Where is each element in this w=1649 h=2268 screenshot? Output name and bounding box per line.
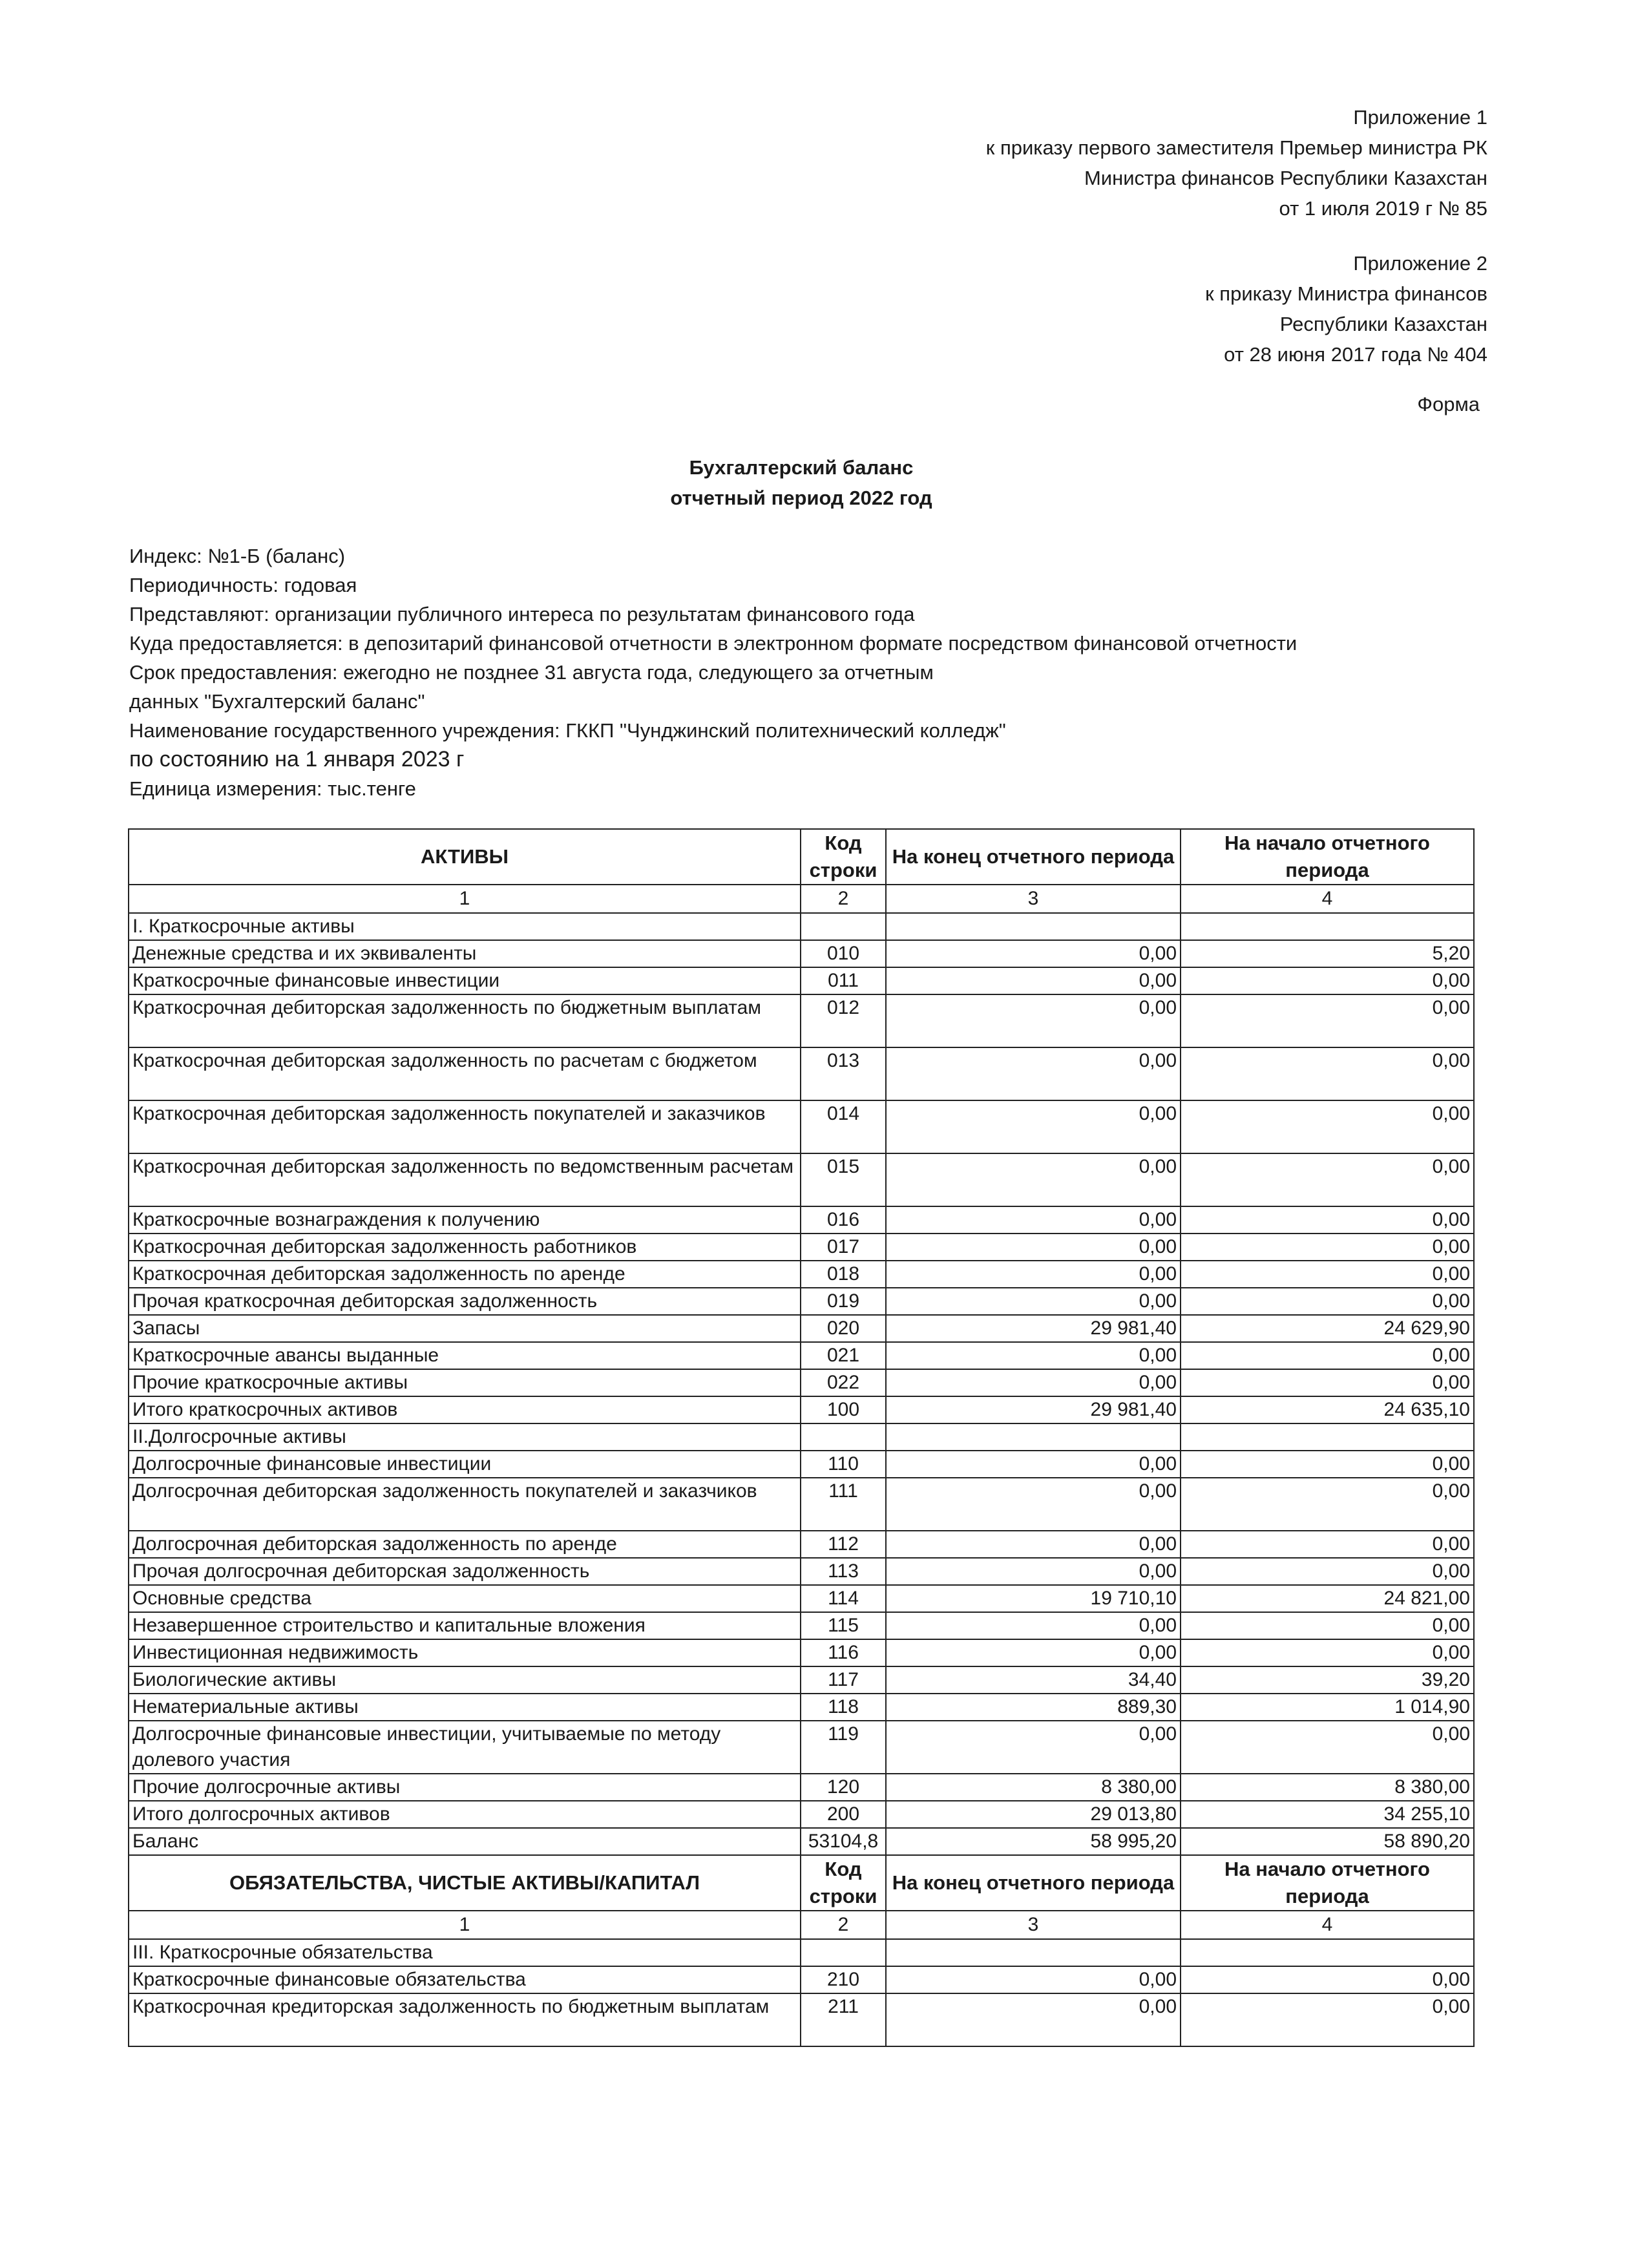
row-end-value: 0,00 bbox=[886, 1047, 1181, 1100]
row-end-value: 0,00 bbox=[886, 1369, 1181, 1396]
row-label: Долгосрочные финансовые инвестиции bbox=[129, 1451, 801, 1478]
row-start-value: 0,00 bbox=[1181, 994, 1474, 1047]
meta-institution: Наименование государственного учреждения: ГККП "Чунджинский политехнический колледж" bbox=[129, 719, 1006, 742]
row-label: Краткосрочная дебиторская задолженность покупателей и заказчиков bbox=[129, 1100, 801, 1153]
row-code: 100 bbox=[801, 1396, 886, 1423]
row-end-value: 34,40 bbox=[886, 1666, 1181, 1694]
table-row bbox=[129, 1206, 1474, 1234]
row-label: Запасы bbox=[129, 1315, 801, 1342]
row-label: Краткосрочные финансовые инвестиции bbox=[129, 967, 801, 994]
row-end-value: 29 981,40 bbox=[886, 1315, 1181, 1342]
table-row bbox=[129, 1639, 1474, 1666]
row-code: 020 bbox=[801, 1315, 886, 1342]
row-start-value: 5,20 bbox=[1181, 940, 1474, 967]
row-end-value: 29 013,80 bbox=[886, 1801, 1181, 1828]
row-end-value: 0,00 bbox=[886, 1206, 1181, 1234]
header-assets: АКТИВЫ bbox=[129, 829, 801, 885]
row-start-value bbox=[1181, 913, 1474, 940]
row-end-value: 0,00 bbox=[886, 994, 1181, 1047]
row-label: Итого краткосрочных активов bbox=[129, 1396, 801, 1423]
row-start-value: 24 629,90 bbox=[1181, 1315, 1474, 1342]
row-label: Баланс bbox=[129, 1828, 801, 1855]
meta-submitters: Представляют: организации публичного интереса по результатам финансового года bbox=[129, 603, 915, 625]
row-code: 113 bbox=[801, 1558, 886, 1585]
row-label: Краткосрочная дебиторская задолженность по ведомственным расчетам bbox=[129, 1153, 801, 1206]
appendix-2-line: Приложение 2 bbox=[1353, 252, 1487, 275]
row-start-value: 0,00 bbox=[1181, 1234, 1474, 1261]
meta-destination: Куда предоставляется: в депозитарий финансовой отчетности в электронном формате посредством финансовой отчетности bbox=[129, 632, 1297, 655]
row-code: 200 bbox=[801, 1801, 886, 1828]
table-row bbox=[129, 1666, 1474, 1694]
table-row bbox=[129, 1396, 1474, 1423]
row-start-value: 58 890,20 bbox=[1181, 1828, 1474, 1855]
row-end-value: 0,00 bbox=[886, 1993, 1181, 2046]
table-row bbox=[129, 1694, 1474, 1721]
header-code: Код строки bbox=[801, 1855, 886, 1911]
balance-table-body bbox=[129, 829, 1474, 2046]
appendix-1-line: к приказу первого заместителя Премьер министра РК bbox=[985, 136, 1487, 159]
table-row bbox=[129, 967, 1474, 994]
row-label: Краткосрочные финансовые обязательства bbox=[129, 1966, 801, 1993]
row-label: II.Долгосрочные активы bbox=[129, 1423, 801, 1451]
row-code: 116 bbox=[801, 1639, 886, 1666]
table-row bbox=[129, 1153, 1474, 1206]
row-label: Прочая краткосрочная дебиторская задолженность bbox=[129, 1288, 801, 1315]
row-start-value: 0,00 bbox=[1181, 1206, 1474, 1234]
header-code: Код строки bbox=[801, 829, 886, 885]
row-code: 017 bbox=[801, 1234, 886, 1261]
row-label: Основные средства bbox=[129, 1585, 801, 1612]
row-code: 014 bbox=[801, 1100, 886, 1153]
appendix-1-line: Министра финансов Республики Казахстан bbox=[1084, 167, 1487, 189]
meta-periodicity: Периодичность: годовая bbox=[129, 574, 357, 596]
row-code: 022 bbox=[801, 1369, 886, 1396]
row-end-value: 0,00 bbox=[886, 1558, 1181, 1585]
appendix-2-line: Республики Казахстан bbox=[1279, 313, 1487, 335]
row-start-value: 0,00 bbox=[1181, 1153, 1474, 1206]
table-row bbox=[129, 1234, 1474, 1261]
row-code: 018 bbox=[801, 1261, 886, 1288]
row-label: Прочая долгосрочная дебиторская задолженность bbox=[129, 1558, 801, 1585]
table-row bbox=[129, 1774, 1474, 1801]
row-label: Краткосрочная дебиторская задолженность работников bbox=[129, 1234, 801, 1261]
row-start-value: 0,00 bbox=[1181, 1639, 1474, 1666]
table-row bbox=[129, 1801, 1474, 1828]
row-label: Краткосрочная дебиторская задолженность по аренде bbox=[129, 1261, 801, 1288]
appendix-2-line: от 28 июня 2017 года № 404 bbox=[1224, 343, 1487, 366]
row-end-value bbox=[886, 1423, 1181, 1451]
row-code: 013 bbox=[801, 1047, 886, 1100]
row-start-value: 24 635,10 bbox=[1181, 1396, 1474, 1423]
header-section: ОБЯЗАТЕЛЬСТВА, ЧИСТЫЕ АКТИВЫ/КАПИТАЛ bbox=[129, 1855, 801, 1911]
row-end-value: 0,00 bbox=[886, 1966, 1181, 1993]
row-end-value: 0,00 bbox=[886, 1234, 1181, 1261]
table-row bbox=[129, 1828, 1474, 1855]
row-label: Биологические активы bbox=[129, 1666, 801, 1694]
row-code: 114 bbox=[801, 1585, 886, 1612]
table-row bbox=[129, 1993, 1474, 2046]
table-row bbox=[129, 1612, 1474, 1639]
row-label: Нематериальные активы bbox=[129, 1694, 801, 1721]
row-label: Инвестиционная недвижимость bbox=[129, 1639, 801, 1666]
row-end-value: 0,00 bbox=[886, 1261, 1181, 1288]
table-row bbox=[129, 1369, 1474, 1396]
row-start-value: 0,00 bbox=[1181, 1993, 1474, 2046]
row-start-value: 0,00 bbox=[1181, 1966, 1474, 1993]
row-end-value: 0,00 bbox=[886, 1721, 1181, 1774]
row-end-value: 0,00 bbox=[886, 967, 1181, 994]
row-code: 111 bbox=[801, 1478, 886, 1531]
row-start-value: 0,00 bbox=[1181, 1100, 1474, 1153]
table-row bbox=[129, 1558, 1474, 1585]
row-end-value: 19 710,10 bbox=[886, 1585, 1181, 1612]
row-start-value: 0,00 bbox=[1181, 1369, 1474, 1396]
column-number: 4 bbox=[1181, 885, 1474, 913]
row-label: Краткосрочная дебиторская задолженность по расчетам с бюджетом bbox=[129, 1047, 801, 1100]
row-label: III. Краткосрочные обязательства bbox=[129, 1939, 801, 1966]
title-line: отчетный период 2022 год bbox=[670, 487, 932, 509]
row-label: Долгосрочная дебиторская задолженность покупателей и заказчиков bbox=[129, 1478, 801, 1531]
table-row bbox=[129, 1939, 1474, 1966]
column-number: 1 bbox=[129, 1911, 801, 1939]
row-start-value: 0,00 bbox=[1181, 967, 1474, 994]
row-code: 112 bbox=[801, 1531, 886, 1558]
meta-deadline: Срок предоставления: ежегодно не позднее 31 августа года, следующего за отчетным bbox=[129, 661, 934, 684]
document-title bbox=[0, 452, 1602, 513]
row-end-value: 0,00 bbox=[886, 1288, 1181, 1315]
row-code: 117 bbox=[801, 1666, 886, 1694]
meta-as-of: по состоянию на 1 января 2023 г bbox=[129, 747, 465, 772]
table-row bbox=[129, 1261, 1474, 1288]
row-code: 53104,8 bbox=[801, 1828, 886, 1855]
table-row bbox=[129, 1100, 1474, 1153]
row-end-value bbox=[886, 1939, 1181, 1966]
row-start-value: 0,00 bbox=[1181, 1047, 1474, 1100]
row-code: 016 bbox=[801, 1206, 886, 1234]
form-meta bbox=[129, 541, 1297, 803]
column-number: 2 bbox=[801, 885, 886, 913]
appendix-1-line: Приложение 1 bbox=[1353, 106, 1487, 129]
header-start: На начало отчетного периода bbox=[1181, 1855, 1474, 1911]
row-label: Итого долгосрочных активов bbox=[129, 1801, 801, 1828]
column-number: 3 bbox=[886, 885, 1181, 913]
row-end-value: 0,00 bbox=[886, 1451, 1181, 1478]
table-row bbox=[129, 1047, 1474, 1100]
row-start-value: 0,00 bbox=[1181, 1721, 1474, 1774]
table-row bbox=[129, 913, 1474, 940]
table-header-row bbox=[129, 829, 1474, 885]
row-start-value: 1 014,90 bbox=[1181, 1694, 1474, 1721]
row-start-value bbox=[1181, 1423, 1474, 1451]
row-code: 115 bbox=[801, 1612, 886, 1639]
table-row bbox=[129, 994, 1474, 1047]
row-end-value: 0,00 bbox=[886, 1531, 1181, 1558]
appendix-2-block bbox=[1205, 248, 1487, 370]
row-label: I. Краткосрочные активы bbox=[129, 913, 801, 940]
row-code bbox=[801, 913, 886, 940]
row-label: Долгосрочная дебиторская задолженность по аренде bbox=[129, 1531, 801, 1558]
row-start-value: 0,00 bbox=[1181, 1342, 1474, 1369]
table-row bbox=[129, 1478, 1474, 1531]
row-code: 120 bbox=[801, 1774, 886, 1801]
row-code: 119 bbox=[801, 1721, 886, 1774]
row-code: 015 bbox=[801, 1153, 886, 1206]
column-number: 1 bbox=[129, 885, 801, 913]
row-end-value: 8 380,00 bbox=[886, 1774, 1181, 1801]
row-start-value: 39,20 bbox=[1181, 1666, 1474, 1694]
appendix-1-block bbox=[986, 102, 1487, 224]
table-row bbox=[129, 1451, 1474, 1478]
row-code bbox=[801, 1939, 886, 1966]
form-label: Форма bbox=[1417, 393, 1480, 415]
meta-unit: Единица измерения: тыс.тенге bbox=[129, 777, 416, 800]
row-start-value: 0,00 bbox=[1181, 1261, 1474, 1288]
row-code bbox=[801, 1423, 886, 1451]
table-row bbox=[129, 1423, 1474, 1451]
row-code: 011 bbox=[801, 967, 886, 994]
appendix-1-line: от 1 июля 2019 г № 85 bbox=[1279, 197, 1487, 220]
row-start-value: 0,00 bbox=[1181, 1451, 1474, 1478]
row-start-value bbox=[1181, 1939, 1474, 1966]
row-code: 118 bbox=[801, 1694, 886, 1721]
row-label: Прочие долгосрочные активы bbox=[129, 1774, 801, 1801]
table-row bbox=[129, 1315, 1474, 1342]
table-row bbox=[129, 1721, 1474, 1774]
row-end-value: 0,00 bbox=[886, 1639, 1181, 1666]
row-label: Долгосрочные финансовые инвестиции, учитываемые по методу долевого участия bbox=[129, 1721, 801, 1774]
table-row bbox=[129, 1342, 1474, 1369]
header-start: На начало отчетного периода bbox=[1181, 829, 1474, 885]
header-end: На конец отчетного периода bbox=[886, 829, 1181, 885]
row-label: Краткосрочные авансы выданные bbox=[129, 1342, 801, 1369]
column-number: 3 bbox=[886, 1911, 1181, 1939]
row-end-value: 29 981,40 bbox=[886, 1396, 1181, 1423]
row-end-value: 0,00 bbox=[886, 1153, 1181, 1206]
balance-table bbox=[128, 828, 1475, 2047]
row-label: Краткосрочная кредиторская задолженность по бюджетным выплатам bbox=[129, 1993, 801, 2046]
column-number-row bbox=[129, 1911, 1474, 1939]
header-end: На конец отчетного периода bbox=[886, 1855, 1181, 1911]
row-end-value: 0,00 bbox=[886, 940, 1181, 967]
title-line: Бухгалтерский баланс bbox=[689, 456, 914, 479]
table-row bbox=[129, 1585, 1474, 1612]
row-end-value: 889,30 bbox=[886, 1694, 1181, 1721]
table-row bbox=[129, 940, 1474, 967]
row-end-value: 0,00 bbox=[886, 1478, 1181, 1531]
row-start-value: 24 821,00 bbox=[1181, 1585, 1474, 1612]
row-code: 010 bbox=[801, 940, 886, 967]
row-code: 110 bbox=[801, 1451, 886, 1478]
row-code: 210 bbox=[801, 1966, 886, 1993]
row-label: Прочие краткосрочные активы bbox=[129, 1369, 801, 1396]
row-start-value: 0,00 bbox=[1181, 1288, 1474, 1315]
table-header-row bbox=[129, 1855, 1474, 1911]
row-start-value: 0,00 bbox=[1181, 1478, 1474, 1531]
row-label: Денежные средства и их эквиваленты bbox=[129, 940, 801, 967]
row-code: 019 bbox=[801, 1288, 886, 1315]
table-row bbox=[129, 1966, 1474, 1993]
table-row bbox=[129, 1531, 1474, 1558]
row-end-value bbox=[886, 913, 1181, 940]
row-start-value: 34 255,10 bbox=[1181, 1801, 1474, 1828]
row-code: 021 bbox=[801, 1342, 886, 1369]
row-end-value: 0,00 bbox=[886, 1100, 1181, 1153]
meta-index: Индекс: №1-Б (баланс) bbox=[129, 545, 346, 567]
row-code: 012 bbox=[801, 994, 886, 1047]
row-label: Краткосрочные вознаграждения к получению bbox=[129, 1206, 801, 1234]
row-start-value: 0,00 bbox=[1181, 1531, 1474, 1558]
row-start-value: 8 380,00 bbox=[1181, 1774, 1474, 1801]
table-row bbox=[129, 1288, 1474, 1315]
row-code: 211 bbox=[801, 1993, 886, 2046]
column-number: 4 bbox=[1181, 1911, 1474, 1939]
meta-data-name: данных "Бухгалтерский баланс" bbox=[129, 690, 425, 713]
appendix-2-line: к приказу Министра финансов bbox=[1205, 282, 1487, 305]
column-number: 2 bbox=[801, 1911, 886, 1939]
row-end-value: 0,00 bbox=[886, 1612, 1181, 1639]
row-label: Краткосрочная дебиторская задолженность по бюджетным выплатам bbox=[129, 994, 801, 1047]
row-end-value: 0,00 bbox=[886, 1342, 1181, 1369]
row-start-value: 0,00 bbox=[1181, 1558, 1474, 1585]
row-end-value: 58 995,20 bbox=[886, 1828, 1181, 1855]
row-start-value: 0,00 bbox=[1181, 1612, 1474, 1639]
row-label: Незавершенное строительство и капитальные вложения bbox=[129, 1612, 801, 1639]
column-number-row bbox=[129, 885, 1474, 913]
